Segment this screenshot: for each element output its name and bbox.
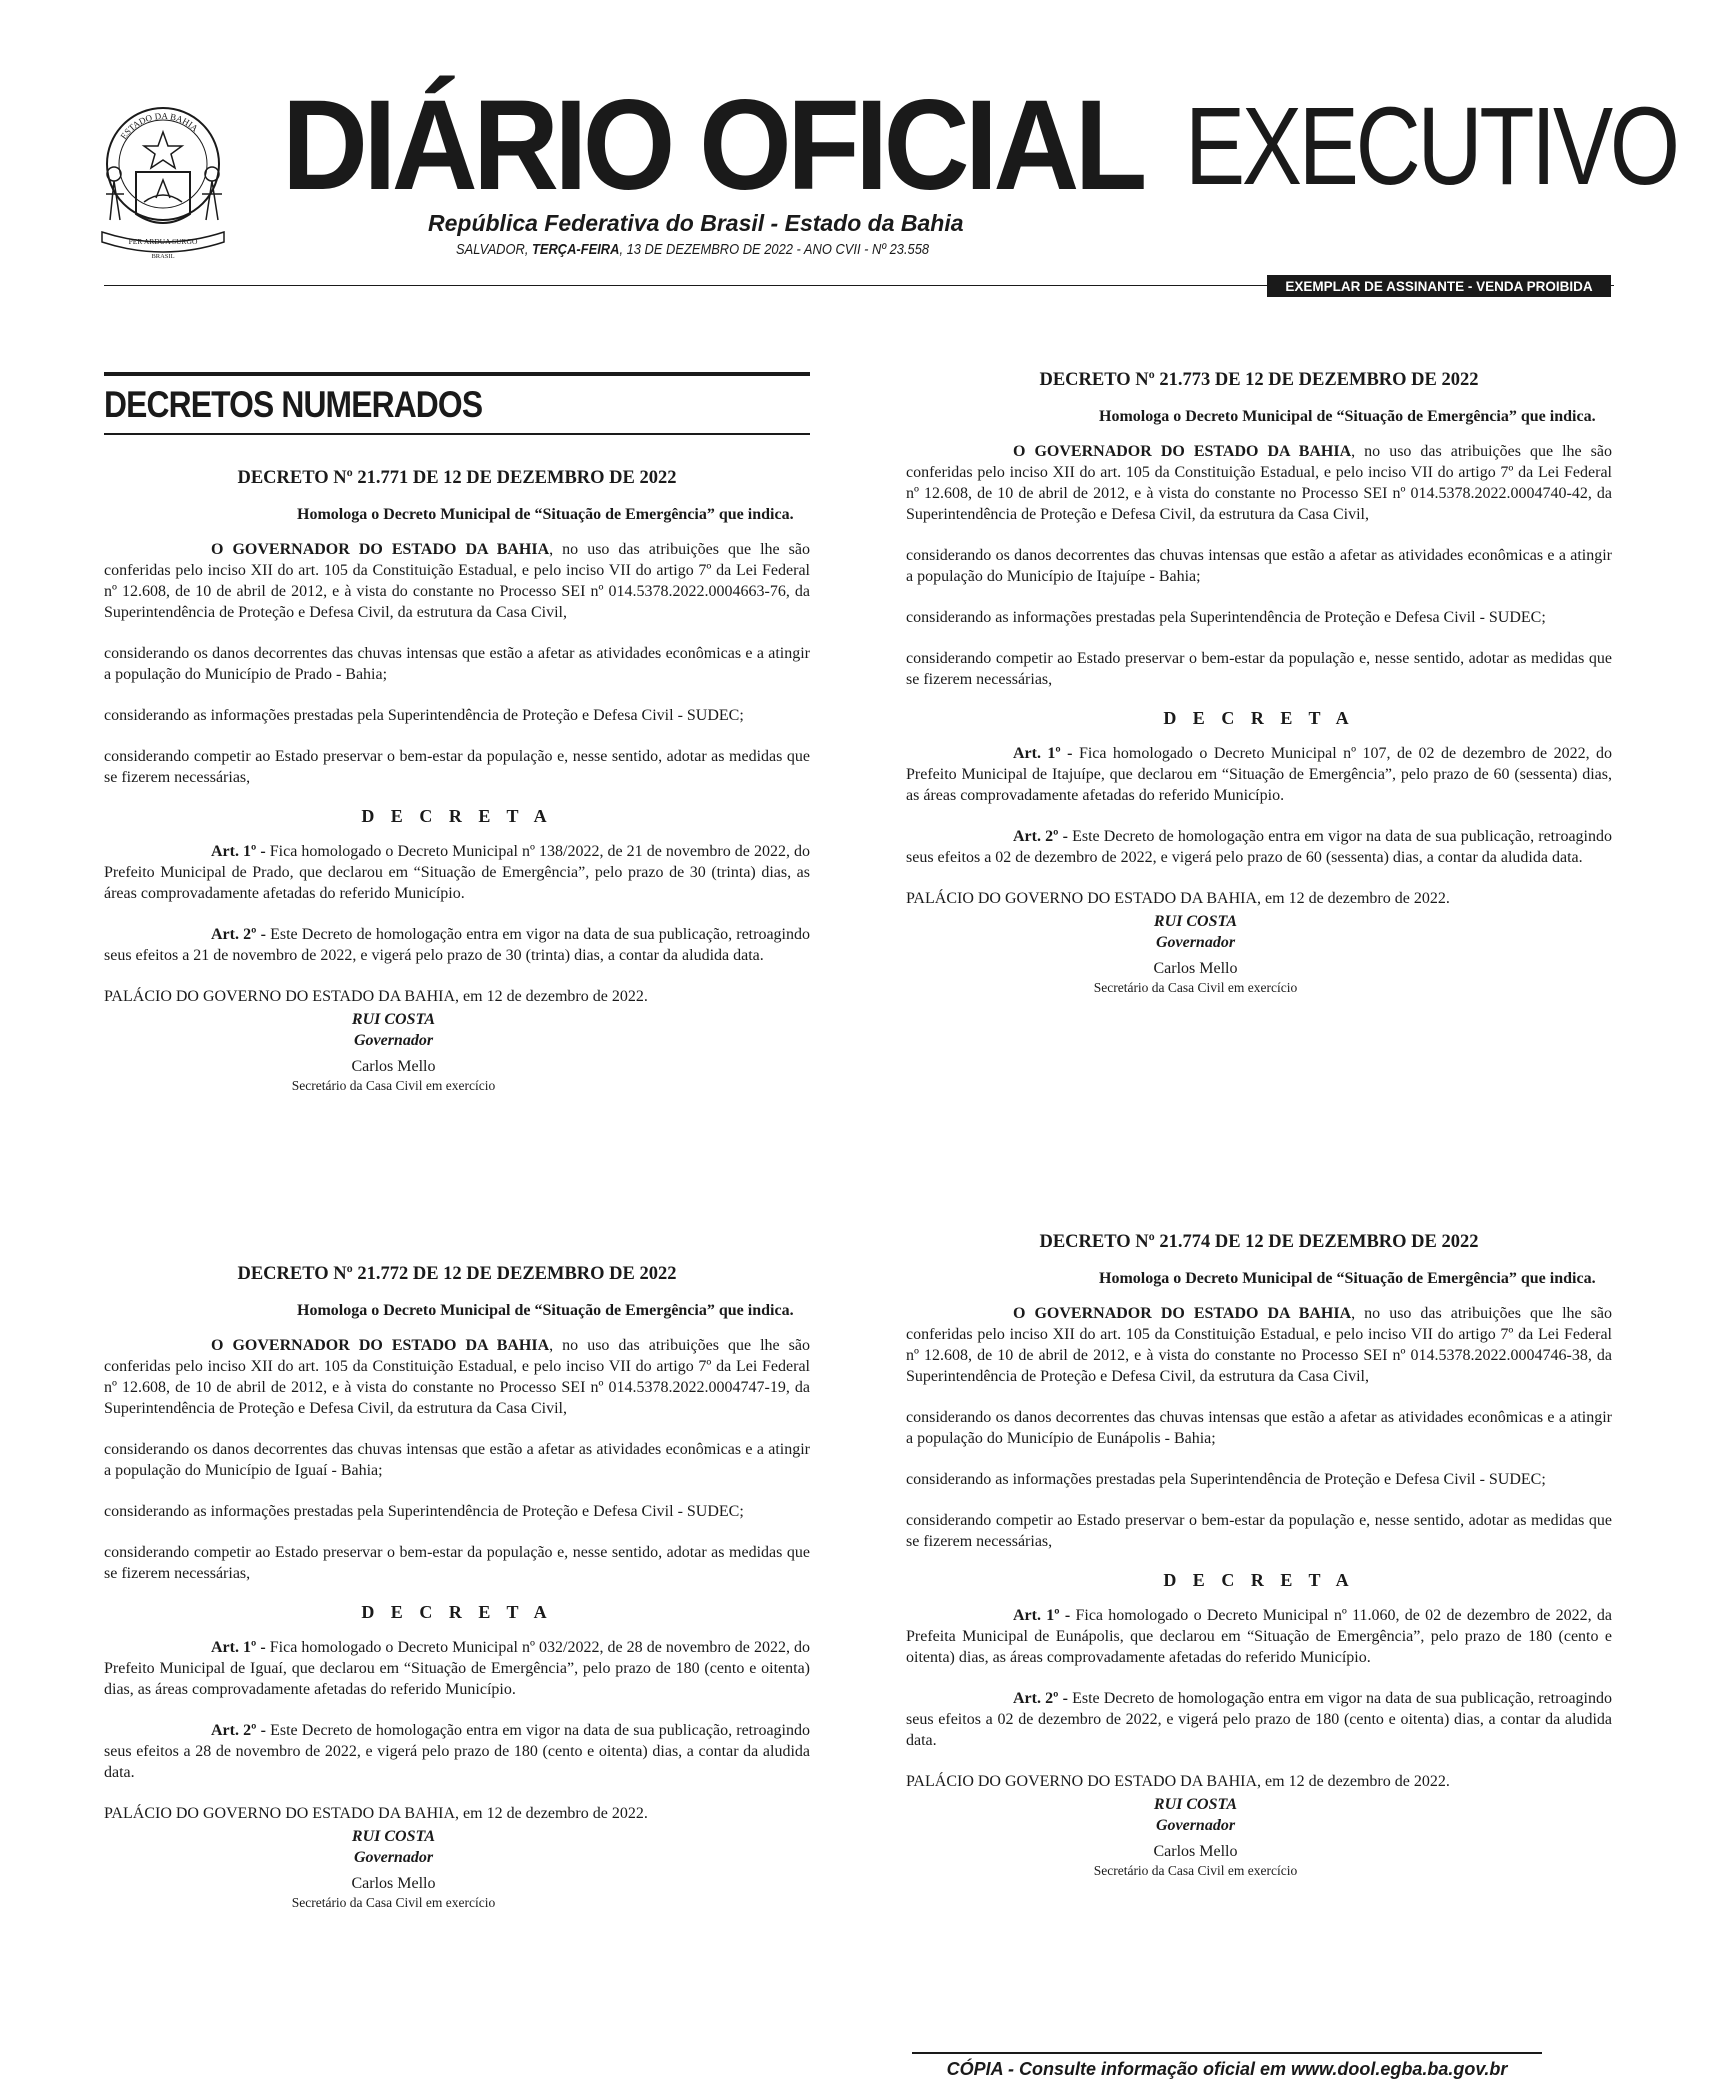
dateline-rest: , 13 DE DEZEMBRO DE 2022 - ANO CVII - Nº 23.558	[619, 241, 930, 258]
article-label: Art. 1º -	[211, 1639, 270, 1656]
governor-title: Governador	[353, 1032, 434, 1049]
article-1	[104, 841, 810, 904]
decree-preamble	[104, 1335, 810, 1419]
masthead-dateline	[456, 241, 929, 258]
governor-title: Governador	[353, 1849, 434, 1866]
considerando-paragraph: considerando os danos decorrentes das chuvas intensas que estão a afetar as atividades econômicas e a atingir a população do Município de Prado - Bahia;	[104, 645, 810, 683]
secretary-title: Secretário da Casa Civil em exercício	[291, 1895, 496, 1910]
article-text: Este Decreto de homologação entra em vigor na data de sua publicação, retroagindo seus efeitos a 02 de dezembro de 2022, e vigerá pelo prazo de 60 (sessenta) dias, a contar da aludida data.	[906, 828, 1613, 866]
decree-heading: DECRETO Nº 21.771 DE 12 DE DEZEMBRO DE 2022	[237, 468, 677, 488]
decree-heading: DECRETO Nº 21.772 DE 12 DE DEZEMBRO DE 2022	[237, 1264, 677, 1284]
preamble-text: , no uso das atribuições que lhe são conferidas pelo inciso XII do art. 105 da Constituição Estadual, e pelo inciso VII do artigo 7º da Lei Federal nº 12.608, de 10 de abril de 2012, e à vista do constante no Processo SEI nº 014.5378.2022.0004747-19, da Superintendência de Proteção e Defesa Civil, da estrutura da Casa Civil,	[104, 1337, 810, 1417]
article-text: Este Decreto de homologação entra em vigor na data de sua publicação, retroagindo seus efeitos a 02 de dezembro de 2022, e vigerá pelo prazo de 180 (cento e oitenta) dias, a contar da aludida data.	[906, 1690, 1613, 1749]
preamble-lead: O GOVERNADOR DO ESTADO DA BAHIA	[211, 541, 550, 558]
preamble-text: , no uso das atribuições que lhe são conferidas pelo inciso XII do art. 105 da Constituição Estadual, e pelo inciso VII do artigo 7º da Lei Federal nº 12.608, de 10 de abril de 2012, e à vista do constante no Processo SEI nº 014.5378.2022.0004663-76, da Superintendência de Proteção e Defesa Civil, da estrutura da Casa Civil,	[104, 541, 810, 621]
decree-preamble	[906, 441, 1612, 525]
considerando-paragraph: considerando competir ao Estado preservar o bem-estar da população e, nesse sentido, adotar as medidas que se fizerem necessárias,	[104, 1544, 810, 1582]
secretary-name: Carlos Mello	[1153, 960, 1238, 977]
governor-title: Governador	[1155, 934, 1236, 951]
article-label: Art. 1º -	[1013, 745, 1079, 762]
considerando-paragraph: considerando as informações prestadas pela Superintendência de Proteção e Defesa Civil - SUDEC;	[906, 1471, 1546, 1488]
dateline-city: SALVADOR,	[456, 241, 533, 258]
article-text: Este Decreto de homologação entra em vigor na data de sua publicação, retroagindo seus efeitos a 21 de novembro de 2022, e vigerá pelo prazo de 30 (trinta) dias, a contar da aludida data.	[104, 926, 811, 964]
decree-block	[104, 466, 810, 1095]
seal-country: BRASIL	[151, 253, 175, 260]
preamble-lead: O GOVERNADOR DO ESTADO DA BAHIA	[1013, 443, 1352, 460]
article-label: Art. 1º -	[1013, 1607, 1076, 1624]
decree-preamble	[104, 539, 810, 623]
dateline-weekday: TERÇA-FEIRA	[532, 241, 620, 258]
secretary-title: Secretário da Casa Civil em exercício	[291, 1078, 496, 1093]
decree-heading: DECRETO Nº 21.773 DE 12 DE DEZEMBRO DE 2022	[1039, 370, 1479, 390]
decree-ementa: Homologa o Decreto Municipal de “Situação de Emergência” que indica.	[297, 1302, 794, 1319]
seal-motto: PER ARDUA SURGO	[128, 237, 198, 246]
decree-heading: DECRETO Nº 21.774 DE 12 DE DEZEMBRO DE 2022	[1039, 1232, 1479, 1252]
palacio-dateline: PALÁCIO DO GOVERNO DO ESTADO DA BAHIA, em 12 de dezembro de 2022.	[906, 1773, 1450, 1790]
article-text: Este Decreto de homologação entra em vigor na data de sua publicação, retroagindo seus efeitos a 28 de novembro de 2022, e vigerá pelo prazo de 180 (cento e oitenta) dias, a contar da aludida data.	[104, 1722, 811, 1781]
article-2	[906, 826, 1612, 868]
article-text: Fica homologado o Decreto Municipal nº 107, de 02 de dezembro de 2022, do Prefeito Municipal de Itajuípe, que declarou em “Situação de Emergência”, pelo prazo de 60 (sessenta) dias, as áreas comprovadamente afetadas do referido Município.	[906, 745, 1613, 804]
secretary-name: Carlos Mello	[1153, 1843, 1238, 1860]
considerando-paragraph: considerando competir ao Estado preservar o bem-estar da população e, nesse sentido, adotar as medidas que se fizerem necessárias,	[906, 650, 1612, 688]
article-label: Art. 2º -	[1013, 1690, 1073, 1707]
decree-block	[906, 1230, 1612, 1880]
considerando-paragraph: considerando competir ao Estado preservar o bem-estar da população e, nesse sentido, adotar as medidas que se fizerem necessárias,	[104, 748, 810, 786]
decreta-heading: D E C R E T A	[1163, 1570, 1355, 1590]
governor-name: RUI COSTA	[1153, 1796, 1238, 1813]
article-text: Fica homologado o Decreto Municipal nº 138/2022, de 21 de novembro de 2022, do Prefeito Municipal de Prado, que declarou em “Situação de Emergência”, pelo prazo de 30 (trinta) dias, as áreas comprovadamente afetadas do referido Município.	[104, 843, 810, 902]
section-bottom-rule	[104, 433, 810, 435]
article-1	[906, 743, 1612, 806]
considerando-paragraph: considerando os danos decorrentes das chuvas intensas que estão a afetar as atividades econômicas e a atingir a população do Município de Itajuípe - Bahia;	[906, 547, 1612, 585]
article-label: Art. 2º -	[211, 1722, 271, 1739]
seal-top-text: ESTADO DA BAHIA	[118, 110, 201, 142]
governor-name: RUI COSTA	[351, 1828, 436, 1845]
masthead-republic-line: República Federativa do Brasil - Estado da Bahia	[428, 210, 964, 236]
considerando-paragraph: considerando os danos decorrentes das chuvas intensas que estão a afetar as atividades econômicas e a atingir a população do Município de Iguaí - Bahia;	[104, 1441, 810, 1479]
section-title: DECRETOS NUMERADOS	[104, 384, 483, 425]
article-label: Art. 2º -	[211, 926, 271, 943]
decree-block	[906, 368, 1612, 997]
article-1	[906, 1605, 1612, 1668]
decreta-heading: D E C R E T A	[1163, 708, 1355, 728]
article-text: Fica homologado o Decreto Municipal nº 032/2022, de 28 de novembro de 2022, do Prefeito Municipal de Iguaí, que declarou em “Situação de Emergência”, pelo prazo de 180 (cento e oitenta) dias, as áreas comprovadamente afetadas do referido Município.	[104, 1639, 810, 1698]
preamble-text: , no uso das atribuições que lhe são conferidas pelo inciso XII do art. 105 da Constituição Estadual, e pelo inciso VII do artigo 7º da Lei Federal nº 12.608, de 10 de abril de 2012, e à vista do constante no Processo SEI nº 014.5378.2022.0004746-38, da Superintendência de Proteção e Defesa Civil, da estrutura da Casa Civil,	[906, 1305, 1612, 1385]
footer-copy-notice: CÓPIA - Consulte informação oficial em www.dool.egba.ba.gov.br	[946, 2059, 1508, 2079]
article-2	[104, 1720, 810, 1783]
bahia-coat-of-arms-seal	[96, 102, 230, 262]
governor-title: Governador	[1155, 1817, 1236, 1834]
footer-rule	[912, 2052, 1542, 2054]
decree-preamble	[906, 1303, 1612, 1387]
article-2	[906, 1688, 1612, 1751]
svg-text:ESTADO DA BAHIA	[118, 111, 200, 141]
governor-name: RUI COSTA	[351, 1011, 436, 1028]
decree-ementa: Homologa o Decreto Municipal de “Situação de Emergência” que indica.	[1099, 408, 1596, 425]
considerando-paragraph: considerando as informações prestadas pela Superintendência de Proteção e Defesa Civil - SUDEC;	[104, 1503, 744, 1520]
secretary-name: Carlos Mello	[351, 1058, 436, 1075]
secretary-title: Secretário da Casa Civil em exercício	[1093, 1863, 1298, 1878]
considerando-paragraph: considerando as informações prestadas pela Superintendência de Proteção e Defesa Civil - SUDEC;	[906, 609, 1546, 626]
article-label: Art. 2º -	[1013, 828, 1073, 845]
preamble-text: , no uso das atribuições que lhe são conferidas pelo inciso XII do art. 105 da Constituição Estadual, e pelo inciso VII do artigo 7º da Lei Federal nº 12.608, de 10 de abril de 2012, e à vista do constante no Processo SEI nº 014.5378.2022.0004740-42, da Superintendência de Proteção e Defesa Civil, da estrutura da Casa Civil,	[906, 443, 1612, 523]
article-2	[104, 924, 810, 966]
decree-ementa: Homologa o Decreto Municipal de “Situação de Emergência” que indica.	[1099, 1270, 1596, 1287]
secretary-title: Secretário da Casa Civil em exercício	[1093, 980, 1298, 995]
decreta-heading: D E C R E T A	[361, 1602, 553, 1622]
secretary-name: Carlos Mello	[351, 1875, 436, 1892]
decree-ementa: Homologa o Decreto Municipal de “Situação de Emergência” que indica.	[297, 506, 794, 523]
governor-name: RUI COSTA	[1153, 913, 1238, 930]
palacio-dateline: PALÁCIO DO GOVERNO DO ESTADO DA BAHIA, em 12 de dezembro de 2022.	[906, 890, 1450, 907]
subscriber-notice-badge: EXEMPLAR DE ASSINANTE - VENDA PROIBIDA	[1267, 275, 1611, 297]
preamble-lead: O GOVERNADOR DO ESTADO DA BAHIA	[1013, 1305, 1352, 1322]
decree-block	[104, 1262, 810, 1912]
article-1	[104, 1637, 810, 1700]
masthead-subtitle: EXECUTIVO	[1185, 85, 1677, 208]
considerando-paragraph: considerando os danos decorrentes das chuvas intensas que estão a afetar as atividades econômicas e a atingir a população do Município de Eunápolis - Bahia;	[906, 1409, 1612, 1447]
decreta-heading: D E C R E T A	[361, 806, 553, 826]
section-top-rule	[104, 372, 810, 376]
considerando-paragraph: considerando competir ao Estado preservar o bem-estar da população e, nesse sentido, adotar as medidas que se fizerem necessárias,	[906, 1512, 1612, 1550]
considerando-paragraph: considerando as informações prestadas pela Superintendência de Proteção e Defesa Civil - SUDEC;	[104, 707, 744, 724]
preamble-lead: O GOVERNADOR DO ESTADO DA BAHIA	[211, 1337, 550, 1354]
article-label: Art. 1º -	[211, 843, 270, 860]
palacio-dateline: PALÁCIO DO GOVERNO DO ESTADO DA BAHIA, em 12 de dezembro de 2022.	[104, 1805, 648, 1822]
masthead-title: DIÁRIO OFICIAL	[282, 74, 1143, 217]
article-text: Fica homologado o Decreto Municipal nº 11.060, de 02 de dezembro de 2022, da Prefeita Municipal de Eunápolis, que declarou em “Situação de Emergência”, pelo prazo de 180 (cento e oitenta) dias, as áreas comprovadamente afetadas do referido Município.	[906, 1607, 1613, 1666]
palacio-dateline: PALÁCIO DO GOVERNO DO ESTADO DA BAHIA, em 12 de dezembro de 2022.	[104, 988, 648, 1005]
